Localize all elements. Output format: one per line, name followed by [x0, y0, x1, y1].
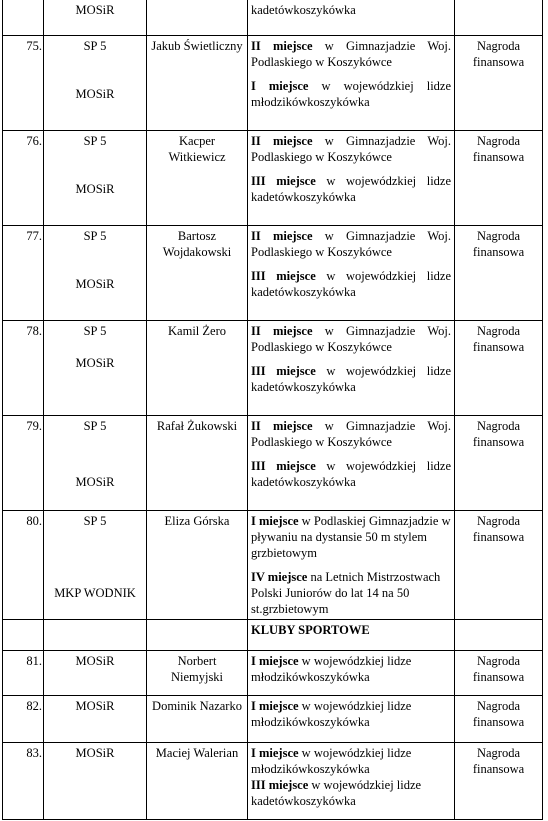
- achievement-cell: kadetówkoszykówka: [248, 0, 455, 36]
- school-cell: SP 5 MOSiR: [44, 226, 147, 321]
- achievement-2: III miejsce w wojewódzkiej lidze kadetówkoszykówka: [251, 269, 452, 299]
- student-name: Eliza Górska: [147, 511, 248, 620]
- achievement-1: I miejsce w Podlaskiej Gimnazjadzie w pływaniu na dystansie 50 m stylem grzbietowym: [251, 514, 451, 560]
- student-name: Bartosz Wojdakowski: [147, 226, 248, 321]
- achievement-cell: [248, 696, 455, 743]
- school-cell: SP 5 MOSiR: [44, 321, 147, 416]
- table-row: [3, 321, 543, 416]
- achievement-2: III miejsce w wojewódzkiej lidze kadetówkoszykówka: [251, 459, 452, 489]
- student-name: Maciej Walerian: [147, 743, 248, 820]
- achievement-cell: [248, 321, 455, 416]
- student-name: Kamil Żero: [147, 321, 248, 416]
- row-number: 78.: [3, 321, 44, 416]
- achievement-2: IV miejsce na Letnich Mistrzostwach Polski Juniorów do lat 14 na 50 st.grzbietowym: [251, 570, 441, 616]
- achievement-1: II miejsce w Gimnazjadzie Woj. Podlaskiego w Koszykówce: [251, 419, 451, 449]
- achievement-cell: [248, 416, 455, 511]
- achievement-1: II miejsce w Gimnazjadzie Woj. Podlaskiego w Koszykówce: [251, 324, 451, 354]
- achievement-1: II miejsce w Gimnazjadzie Woj. Podlaskiego w Koszykówce: [251, 134, 451, 164]
- award-cell: Nagroda finansowa: [455, 696, 543, 743]
- award-cell: Nagroda finansowa: [455, 226, 543, 321]
- student-name: Kacper Witkiewicz: [147, 131, 248, 226]
- school-cell: SP 5 MOSiR: [44, 131, 147, 226]
- table-row: [3, 696, 543, 743]
- school-cell: SP 5 MOSiR: [44, 36, 147, 131]
- school-cell: MOSiR: [44, 696, 147, 743]
- student-name: Dominik Nazarko: [147, 696, 248, 743]
- award-cell: [455, 0, 543, 36]
- section-row: [3, 620, 543, 651]
- achievement-cell: [248, 226, 455, 321]
- award-cell: Nagroda finansowa: [455, 321, 543, 416]
- achievement-2: III miejsce w wojewódzkiej lidze kadetówkoszykówka: [251, 364, 452, 394]
- award-cell: Nagroda finansowa: [455, 651, 543, 696]
- table-row: [3, 131, 543, 226]
- name-cell: [147, 0, 248, 36]
- achievement-1: I miejsce w wojewódzkiej lidze młodzikówkoszykówka: [251, 746, 412, 776]
- awards-table: [2, 0, 543, 820]
- achievement-cell: [248, 743, 455, 820]
- table-row: [3, 226, 543, 321]
- achievement-cell: [248, 36, 455, 131]
- achievement-1: I miejsce w wojewódzkiej lidze młodzikówkoszykówka: [251, 654, 412, 684]
- row-number: 75.: [3, 36, 44, 131]
- table-row: [3, 511, 543, 620]
- row-number: 77.: [3, 226, 44, 321]
- school-cell: MOSiR: [44, 0, 147, 36]
- school-cell: MOSiR: [44, 651, 147, 696]
- achievement-2: I miejsce w wojewódzkiej lidze młodzikówkoszykówka: [251, 79, 452, 109]
- table-row: [3, 651, 543, 696]
- row-number: 81.: [3, 651, 44, 696]
- award-cell: Nagroda finansowa: [455, 743, 543, 820]
- award-cell: Nagroda finansowa: [455, 36, 543, 131]
- row-number: 82.: [3, 696, 44, 743]
- school-cell: MOSiR: [44, 743, 147, 820]
- achievement-1: II miejsce w Gimnazjadzie Woj. Podlaskiego w Koszykówce: [251, 39, 451, 69]
- table-row: [3, 743, 543, 820]
- row-number: 76.: [3, 131, 44, 226]
- student-name: Norbert Niemyjski: [147, 651, 248, 696]
- table-row: [3, 0, 543, 36]
- achievement-cell: [248, 131, 455, 226]
- achievement-1: II miejsce w Gimnazjadzie Woj. Podlaskiego w Koszykówce: [251, 229, 451, 259]
- achievement-1: I miejsce w wojewódzkiej lidze młodzikówkoszykówka: [251, 699, 412, 729]
- section-heading: KLUBY SPORTOWE: [248, 620, 455, 651]
- award-cell: Nagroda finansowa: [455, 416, 543, 511]
- table-row: [3, 416, 543, 511]
- student-name: Jakub Świetliczny: [147, 36, 248, 131]
- school-cell: SP 5 MOSiR: [44, 416, 147, 511]
- award-cell: Nagroda finansowa: [455, 131, 543, 226]
- row-number: [3, 0, 44, 36]
- row-number: 83.: [3, 743, 44, 820]
- student-name: Rafał Żukowski: [147, 416, 248, 511]
- achievement-cell: [248, 651, 455, 696]
- table-row: [3, 36, 543, 131]
- row-number: 80.: [3, 511, 44, 620]
- row-number: 79.: [3, 416, 44, 511]
- achievement-2: III miejsce w wojewódzkiej lidze kadetówkoszykówka: [251, 174, 452, 204]
- achievement-2: III miejsce w wojewódzkiej lidze kadetówkoszykówka: [251, 778, 422, 808]
- award-cell: Nagroda finansowa: [455, 511, 543, 620]
- school-cell: SP 5 MKP WODNIK: [44, 511, 147, 620]
- achievement-cell: [248, 511, 455, 620]
